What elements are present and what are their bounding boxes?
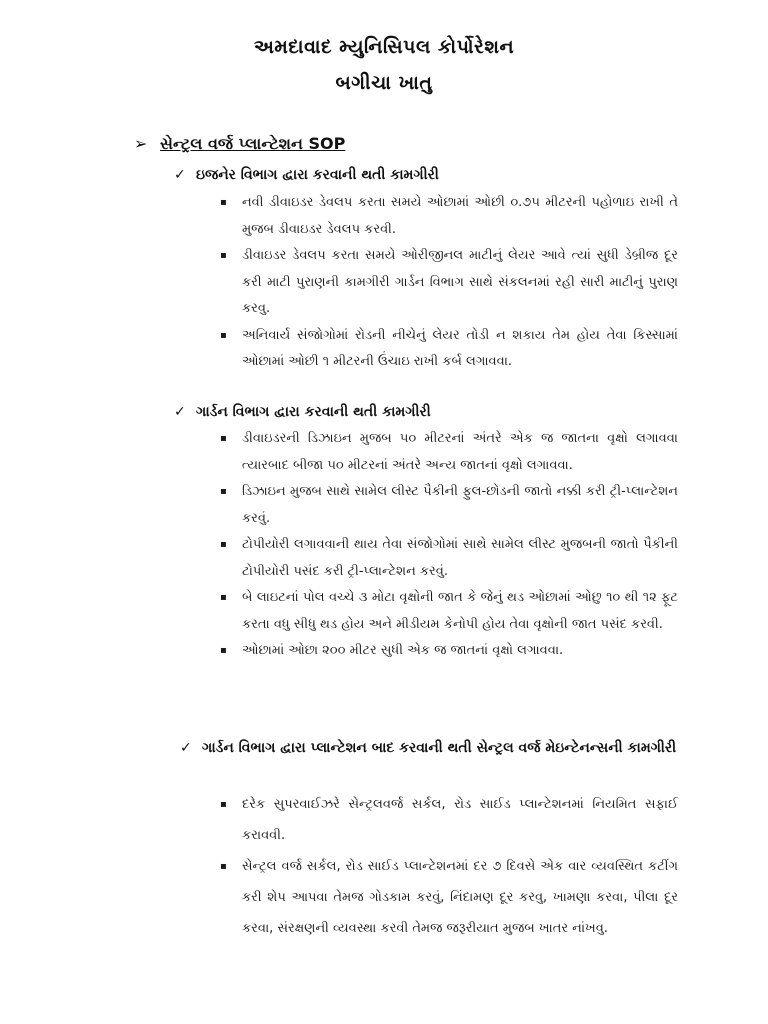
bullet-list-maintenance — [220, 789, 678, 944]
checkmark-icon: ✓ — [174, 167, 186, 183]
list-item: ▪ દરેક સુપરવાઈઝરે સેન્ટ્રલવર્જ સર્કલ, રોડ સાઈડ પ્લાન્ટેશનમાં નિયમિત સફાઈ કરાવવી. — [220, 789, 678, 851]
group-heading-maintenance — [180, 732, 680, 765]
list-item: ▪ સેન્ટ્રલ વર્જ સર્કલ, રોડ સાઈડ પ્લાન્ટેશનમાં દર ૭ દિવસે એક વાર વ્યવસ્થિત કટીંગ કરી શેપ આપવા તેમજ ગોડકામ કરવું, નિંદામણ દૂર કરવુ, ખામણા કરવા, પીલા દૂર કરવા, સંરક્ષણની વ્યવસ્થા કરવી તેમજ જરૂરીયાત મુજબ ખાતર નાંખવુ. — [220, 851, 678, 944]
list-item: ▪ ડિઝાઇન મુજબ સાથે સામેલ લીસ્ટ પૈકીની ફુલ-છોડની જાતો નક્કી કરી ટ્રી-પ્લાન્ટેશન કરવું. — [220, 479, 678, 532]
square-bullet-icon: ▪ — [220, 250, 227, 261]
group-heading-engineering — [174, 158, 439, 192]
square-bullet-icon: ▪ — [220, 486, 227, 497]
group-heading-garden — [174, 395, 431, 429]
bullet-list-engineering — [220, 190, 678, 376]
list-item: ▪ નવી ડીવાઇડર ડેવલપ કરતા સમયે ઓછામાં ઓછી ૦.૭૫ મીટરની પહોળાઇ રાખી તે મુજબ ડીવાઇડર ડેવલપ કરવી. — [220, 190, 678, 243]
group-heading-text: ગાર્ડન વિભાગ દ્વારા કરવાની થતી કામગીરી — [196, 404, 431, 420]
square-bullet-icon: ▪ — [220, 799, 227, 810]
section-title: સેન્ટ્રલ વર્જ પ્લાન્ટેશન SOP — [160, 134, 346, 153]
group-heading-text: ગાર્ડન વિભાગ દ્વારા પ્લાન્ટેશન બાદ કરવાની થતી સેન્ટ્રલ વર્જ મેઇન્ટેનન્સની કામગીરી — [202, 740, 677, 756]
list-item: ▪ ટોપીયોરી લગાવવાની થાય તેવા સંજોગોમાં સાથે સામેલ લીસ્ટ મુજબની જાતો પૈકીની ટોપીયોરી પસંદ કરી ટ્રી-પ્લાન્ટેશન કરવું. — [220, 532, 678, 585]
checkmark-icon: ✓ — [180, 740, 192, 756]
list-item: ▪ ડીવાઇડરની ડિઝાઇન મુજબ ૫૦ મીટરનાં અંતરે એક જ જાતના વૃક્ષો લગાવવા ત્યારબાદ બીજા ૫૦ મીટરનાં અંતરે અન્ય જાતનાં વૃક્ષો લગાવવા. — [220, 426, 678, 479]
square-bullet-icon: ▪ — [220, 592, 227, 603]
section-heading — [134, 134, 345, 154]
org-title: અમદાવાદ મ્યુનિસિપલ કોર્પોરેશન — [253, 36, 515, 58]
square-bullet-icon: ▪ — [220, 861, 227, 872]
square-bullet-icon: ▪ — [220, 645, 227, 656]
bullet-list-garden — [220, 426, 678, 665]
list-item: ▪ બે લાઇટનાં પોલ વચ્ચે ૩ મોટા વૃક્ષોની જાત કે જેનું થડ ઓછામાં ઓછુ ૧૦ થી ૧૨ ફૂટ કરતા વધુ સીધુ થડ હોય અને મીડીયમ કેનોપી હોય તેવા વૃક્ષોની જાત પસંદ કરવી. — [220, 585, 678, 638]
list-item: ▪ અનિવાર્ય સંજોગોમાં રોડની નીચેનું લેયર તોડી ન શકાય તેમ હોય તેવા કિસ્સામાં ઓછામાં ઓછી ૧ મીટરની ઉંચાઇ રાખી કર્બ લગાવવા. — [220, 323, 678, 376]
group-heading-text: ઇજનેર વિભાગ દ્વારા કરવાની થતી કામગીરી — [196, 167, 439, 183]
square-bullet-icon: ▪ — [220, 197, 227, 208]
arrow-bullet-icon: ➢ — [134, 134, 148, 153]
department-title: બગીચા ખાતુ — [335, 72, 433, 94]
checkmark-icon: ✓ — [174, 404, 186, 420]
square-bullet-icon: ▪ — [220, 329, 227, 341]
square-bullet-icon: ▪ — [220, 433, 227, 444]
list-item: ▪ ઓછામાં ઓછા ૨૦૦ મીટર સુધી એક જ જાતનાં વૃક્ષો લગાવવા. — [220, 638, 678, 665]
list-item: ▪ ડીવાઇડર ડેવલપ કરતા સમયે ઓરીજીનલ માટીનું લેયર આવે ત્યાં સુધી ડેબ્રીજ દૂર કરી માટી પુરાણની કામગીરી ગાર્ડન વિભાગ સાથે સંકલનમાં રહી સારી માટીનું પુરાણ કરવુ. — [220, 243, 678, 323]
square-bullet-icon: ▪ — [220, 539, 227, 550]
